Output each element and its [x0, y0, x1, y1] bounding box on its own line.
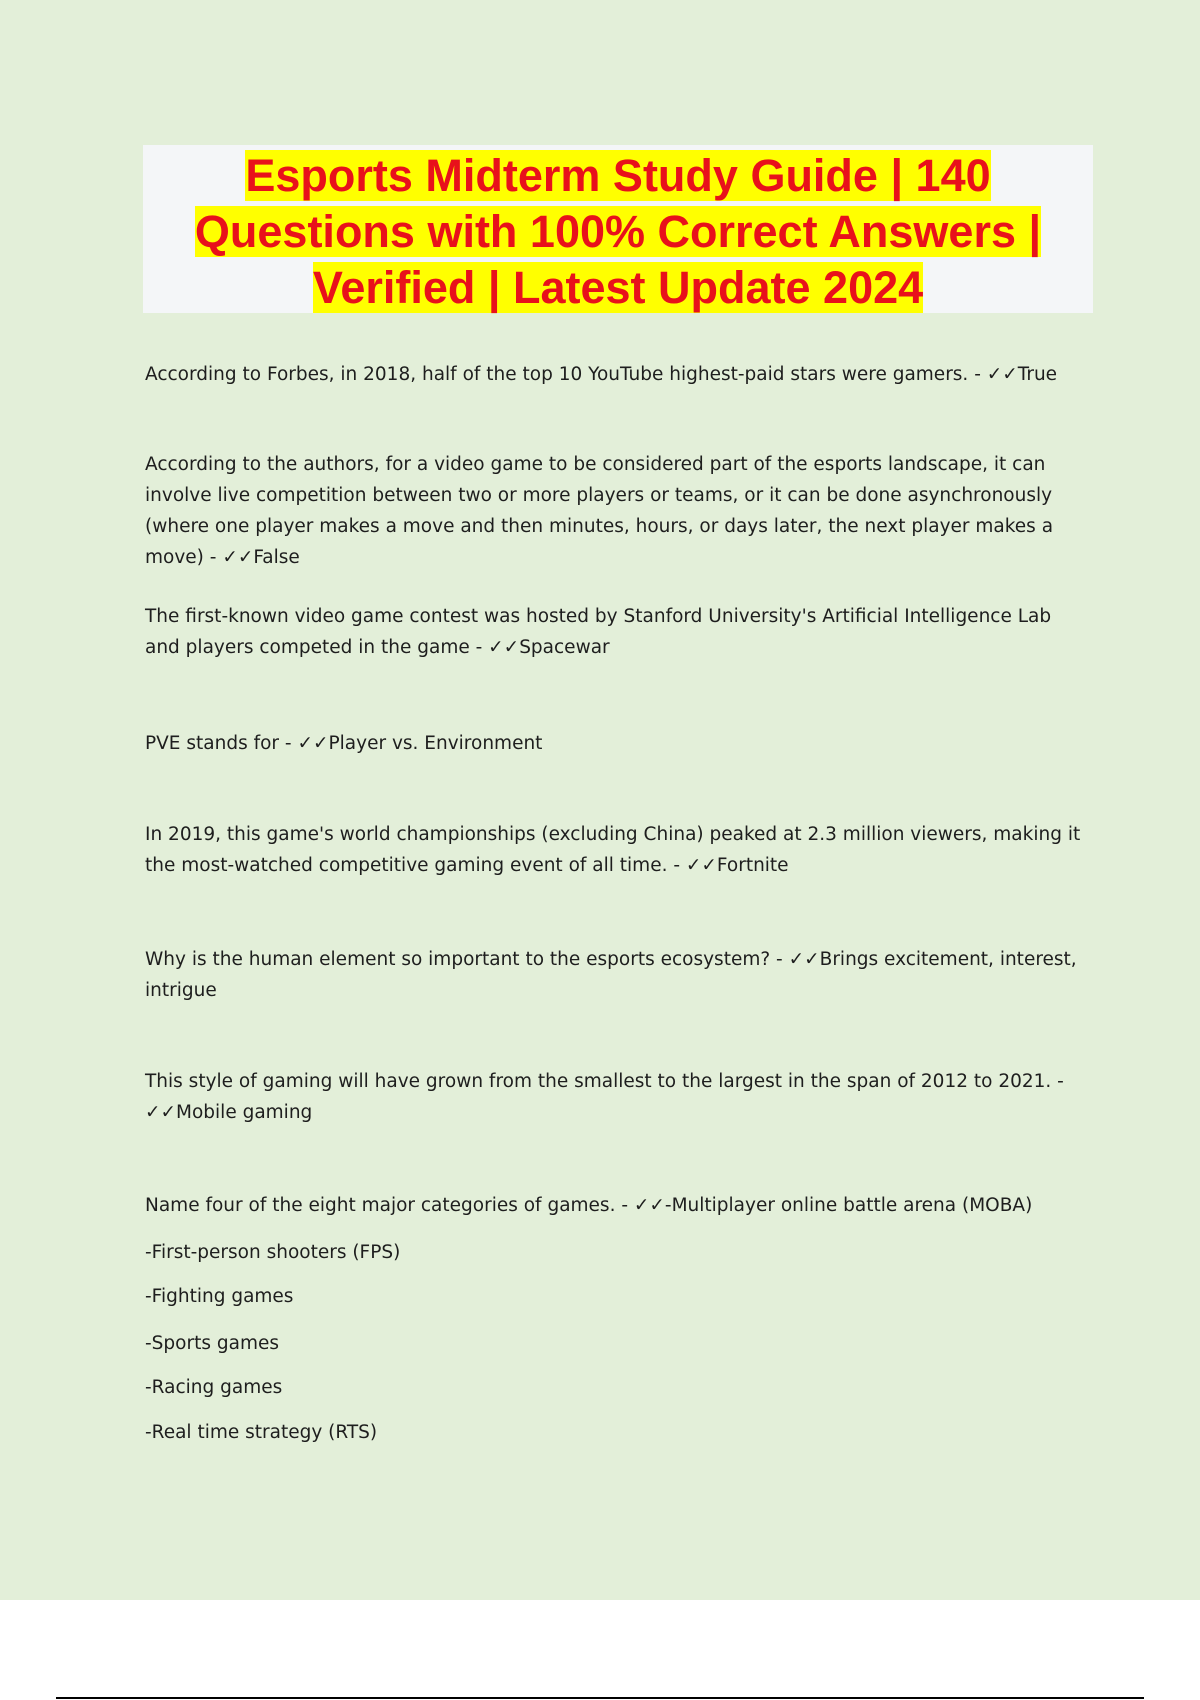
category-item: -Real time strategy (RTS)	[145, 1422, 378, 1443]
check-icon: ✓✓	[986, 364, 1018, 385]
category-item: -Fighting games	[145, 1286, 294, 1307]
answer-text: Player vs. Environment	[328, 733, 543, 754]
check-icon: ✓✓	[788, 949, 820, 970]
category-item: -First-person shooters (FPS)	[145, 1242, 401, 1263]
question-text: According to the authors, for a video game to be considered part of the esports landscape, it can involve live competition between two or more players or teams, or it can be done asynchronously (where one player makes a move and then minutes, hours, or days later, the next player makes a move) -	[145, 454, 1054, 568]
title-line-3: Verified | Latest Update 2024	[312, 262, 924, 313]
qa-item-7	[145, 1066, 1090, 1128]
qa-item-1	[145, 359, 1090, 390]
answer-text: Fortnite	[716, 855, 789, 876]
question-text: This style of gaming will have grown from the smallest to the largest in the span of 2012 to 2021. -	[145, 1071, 1064, 1092]
question-text: Why is the human element so important to the esports ecosystem? -	[145, 949, 789, 970]
question-text: PVE stands for -	[145, 733, 298, 754]
answer-text: Mobile gaming	[176, 1102, 313, 1123]
answer-text: True	[1017, 364, 1058, 385]
document-title	[143, 145, 1093, 316]
category-item: -Sports games	[145, 1333, 279, 1354]
qa-item-5	[145, 819, 1090, 881]
answer-text: Brings excitement, interest, intrigue	[145, 949, 1077, 1001]
qa-item-6	[145, 944, 1090, 1006]
qa-item-2	[145, 449, 1090, 573]
title-banner	[143, 145, 1093, 313]
check-icon: ✓✓	[685, 855, 717, 876]
qa-item-3	[145, 601, 1090, 663]
check-icon: ✓✓	[145, 1102, 177, 1123]
question-text: The first-known video game contest was hosted by Stanford University's Artificial Intelligence Lab and players competed in the game -	[145, 606, 1052, 658]
answer-text: -Multiplayer online battle arena (MOBA)	[664, 1195, 1033, 1216]
answer-text: False	[253, 547, 300, 568]
category-item: -Racing games	[145, 1377, 283, 1398]
question-text: Name four of the eight major categories of games. -	[145, 1195, 634, 1216]
title-line-2: Questions with 100% Correct Answers |	[194, 206, 1042, 257]
check-icon: ✓✓	[633, 1195, 665, 1216]
question-text: In 2019, this game's world championships (excluding China) peaked at 2.3 million viewers, making it the most-watched competitive gaming event of all time. -	[145, 824, 1081, 876]
question-text: According to Forbes, in 2018, half of the top 10 YouTube highest-paid stars were gamers. -	[145, 364, 987, 385]
check-icon: ✓✓	[222, 547, 254, 568]
qa-item-4	[145, 728, 1090, 759]
check-icon: ✓✓	[297, 733, 329, 754]
title-line-1: Esports Midterm Study Guide | 140	[245, 150, 991, 201]
qa-item-8	[145, 1190, 1090, 1221]
answer-text: Spacewar	[519, 637, 610, 658]
footer-divider	[56, 1697, 1144, 1699]
check-icon: ✓✓	[488, 637, 520, 658]
